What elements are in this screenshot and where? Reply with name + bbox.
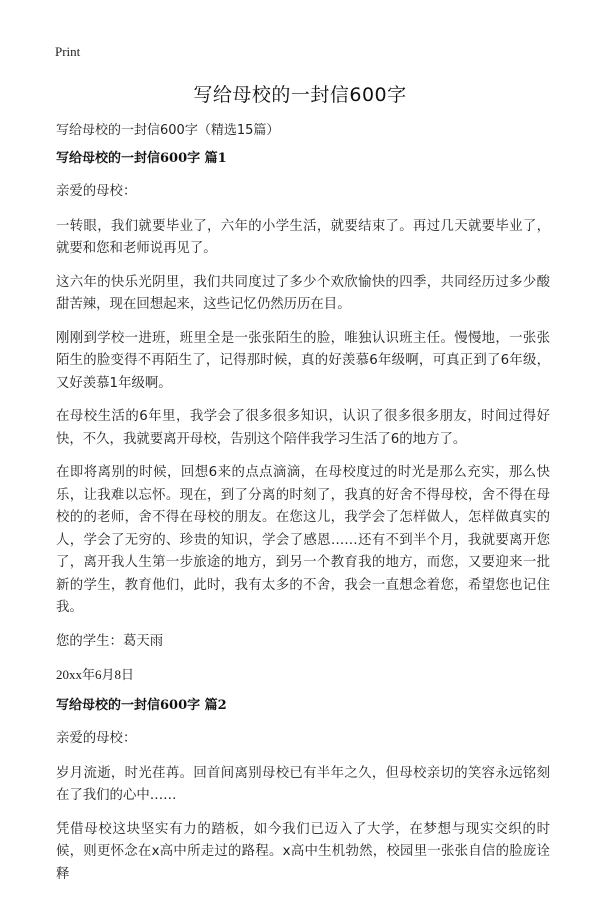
paragraph: 岁月流逝，时光荏苒。回首间离别母校已有半年之久，但母校亲切的笑容永远铭刻在了我们的心中…… — [56, 765, 550, 803]
paragraph: 刚刚到学校一进班，班里全是一张张陌生的脸，唯独认识班主任。慢慢地，一张张陌生的脸变得不再陌生了，记得那时候，真的好羡慕6年级啊，可真正到了6年级，又好羡慕1年级啊。 — [56, 330, 550, 391]
paragraph: 凭借母校这块坚实有力的踏板，如今我们已迈入了大学，在梦想与现实交织的时候，则更怀念在x高中所走过的路程。x高中生机勃然，校园里一张张自信的脸庞诠释 — [56, 821, 550, 882]
letter-signature: 您的学生：葛天雨 — [56, 633, 164, 649]
document-body — [56, 150, 550, 897]
letter-date: 20xx年6月8日 — [56, 667, 135, 682]
document-title: 写给母校的一封信600字 — [193, 84, 407, 106]
document-subtitle: 写给母校的一封信600字（精选15篇） — [56, 123, 280, 138]
letter-greeting: 亲爱的母校： — [56, 184, 137, 199]
paragraph: 在母校生活的6年里，我学会了很多很多知识，认识了很多很多朋友，时间过得好快，不久，我就要离开母校，告别这个陪伴我学习生活了6的地方了。 — [56, 409, 550, 447]
article-heading: 写给母校的一封信600字 篇2 — [56, 698, 227, 713]
paragraph: 在即将离别的时候，回想6来的点点滴滴，在母校度过的时光是那么充实，那么快乐，让我难以忘怀。现在，到了分离的时刻了，我真的好舍不得母校，舍不得在母校的的老师，舍不得在母校的朋友。在您这儿，我学会了怎样做人，怎样做真实的人，学会了无穷的、珍贵的知识，学会了感恩……还有不到半个月，我就要离开您了，离开我人生第一步旅途的地方，到另一个教育我的地方，而您，又要迎来一批新的学生，教育他们，此时，我有太多的不舍，我会一直想念着您，希望您也记住我。 — [56, 465, 550, 615]
paragraph: 一转眼，我们就要毕业了，六年的小学生活，就要结束了。再过几天就要毕业了，就要和您和老师说再见了。 — [56, 218, 550, 256]
article-heading: 写给母校的一封信600字 篇1 — [56, 151, 227, 166]
letter-greeting: 亲爱的母校： — [56, 731, 137, 746]
print-label[interactable]: Print — [55, 44, 81, 59]
paragraph: 这六年的快乐光阴里，我们共同度过了多少个欢欣愉快的四季，共同经历过多少酸甜苦辣，现在回想起来，这些记忆仍然历历在目。 — [56, 274, 550, 312]
